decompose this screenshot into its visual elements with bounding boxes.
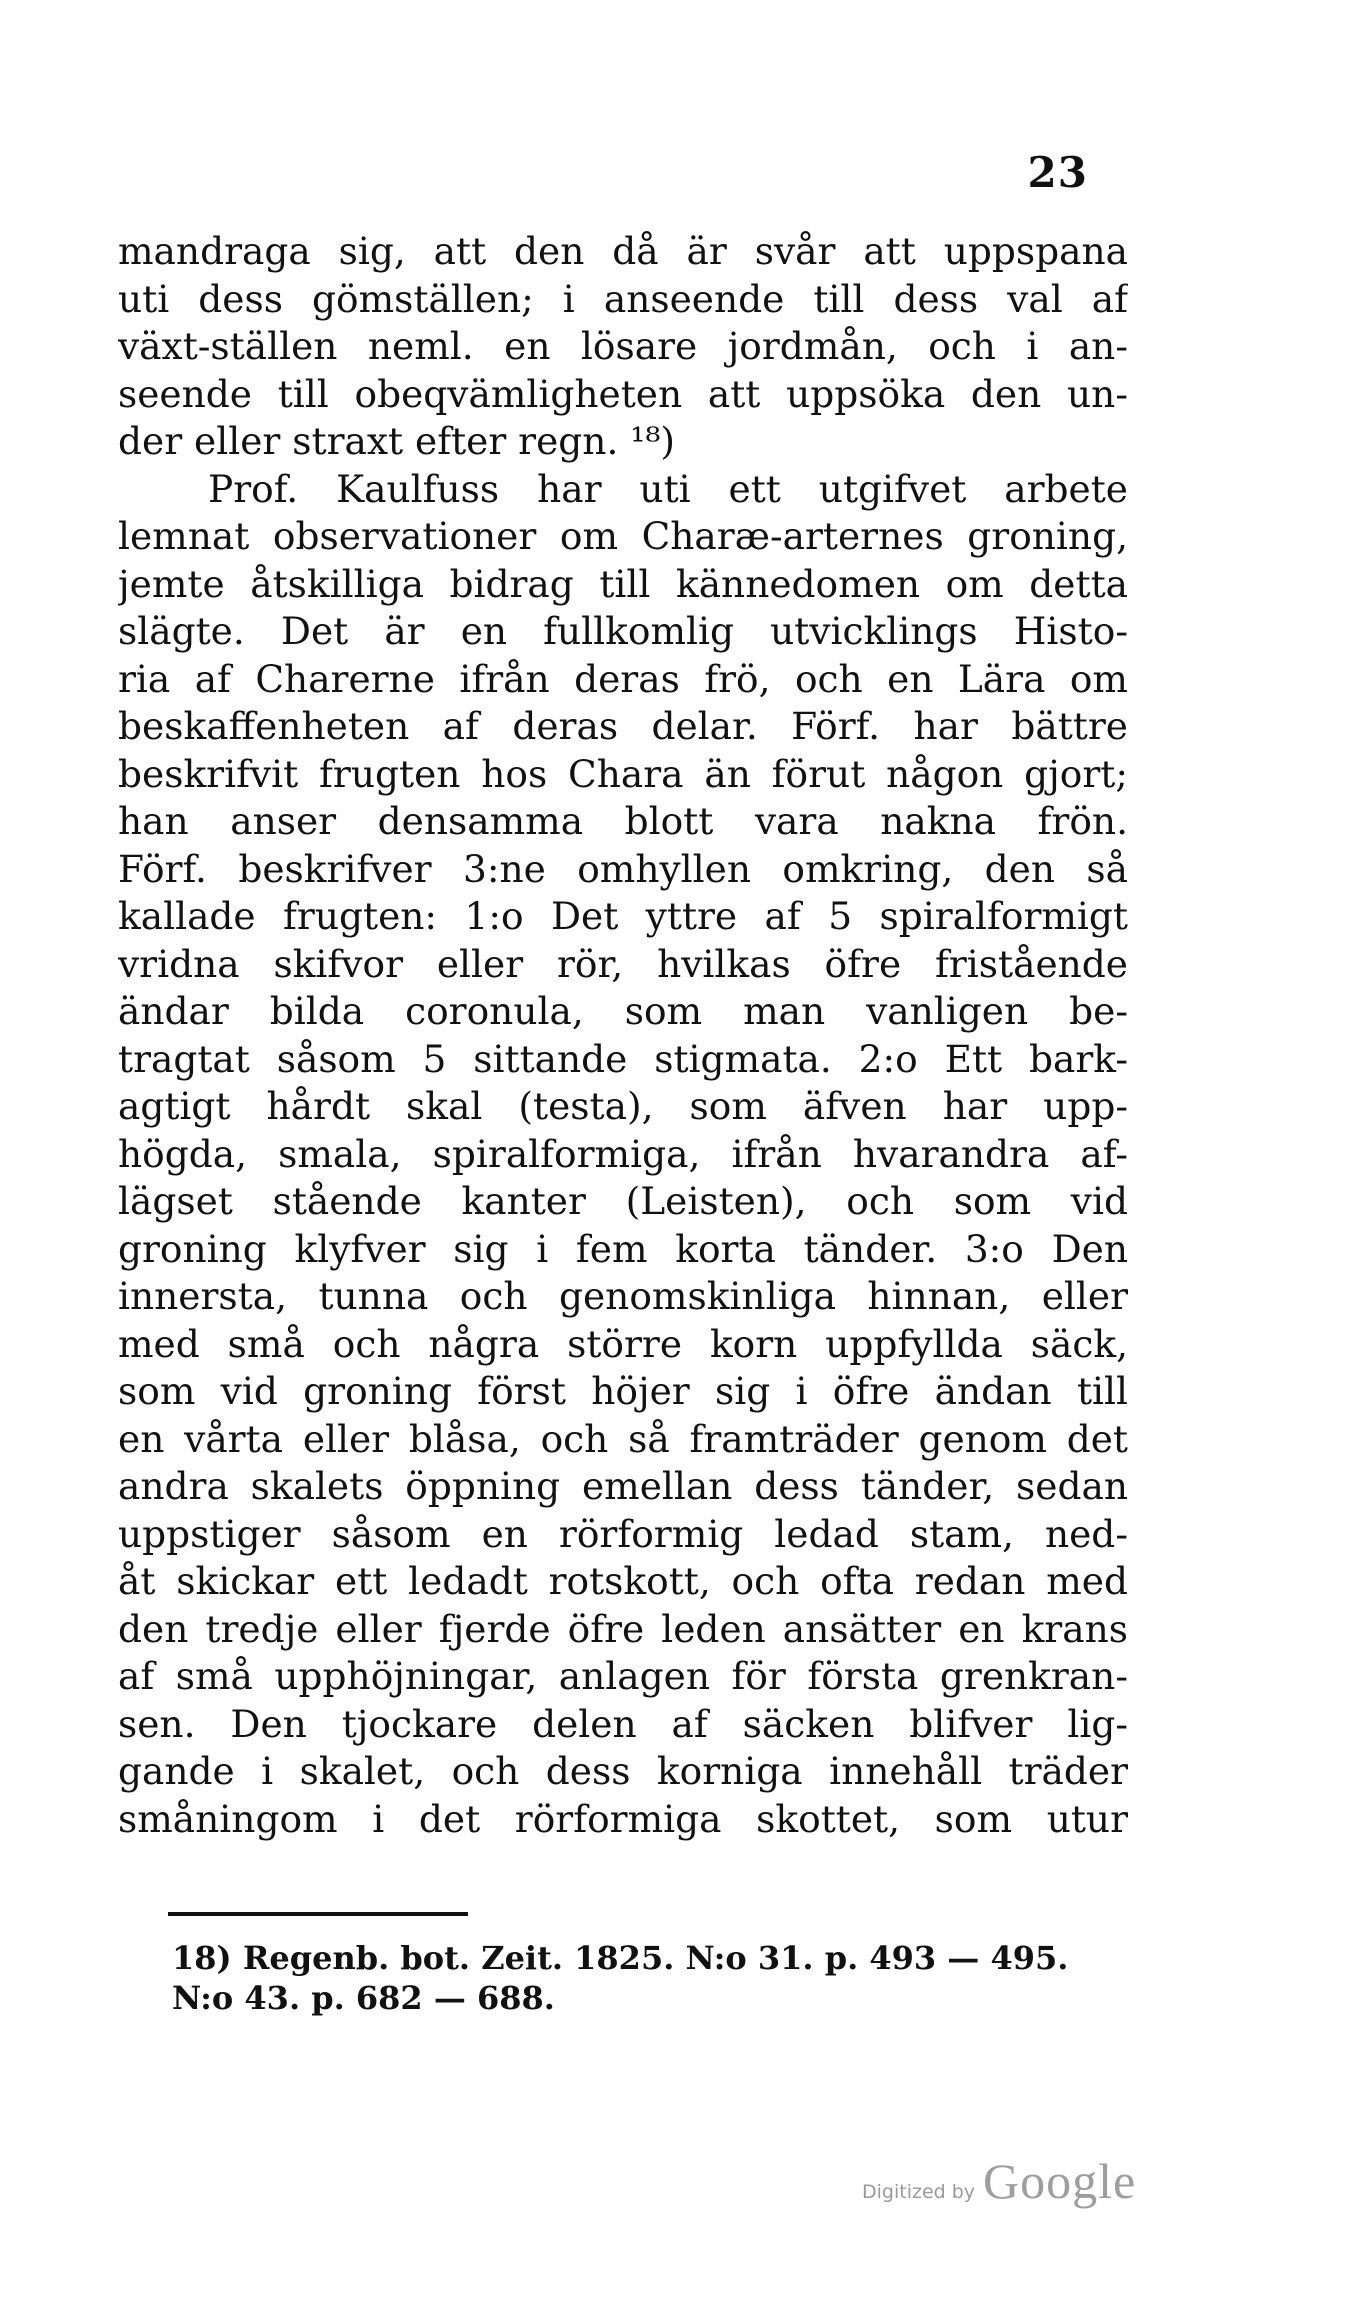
text-line: jemte åtskilliga bidrag till kännedomen om detta: [118, 561, 1128, 606]
text-line: beskrifvit frugten hos Chara än förut någon gjort;: [118, 751, 1128, 796]
footnote-line: 18) Regenb. bot. Zeit. 1825. N:o 31. p. 493 — 495.: [172, 1939, 1069, 1977]
text-line: innersta, tunna och genomskinliga hinnan, eller: [118, 1274, 1128, 1318]
text-line: växt-ställen neml. en lösare jordmån, och i an-: [118, 324, 1128, 368]
footnote-line: N:o 43. p. 682 — 688.: [172, 1979, 555, 2017]
text-line: tragtat såsom 5 sittande stigmata. 2:o Ett bark-: [118, 1036, 1128, 1081]
page-number: 23: [1027, 148, 1088, 197]
text-line: småningom i det rörformiga skottet, som utur: [118, 1796, 1128, 1841]
text-line: som vid groning först höjer sig i öfre ändan till: [118, 1369, 1128, 1413]
text-line: mandraga sig, att den då är svår att uppspana: [118, 229, 1128, 273]
text-line: lägset stående kanter (Leisten), och som vid: [118, 1179, 1128, 1223]
text-line: gande i skalet, och dess korniga innehåll träder: [118, 1749, 1128, 1793]
text-line: med små och några större korn uppfyllda säck,: [118, 1321, 1128, 1366]
text-line: der eller straxt efter regn. ¹⁸): [118, 419, 675, 463]
text-line: uti dess gömställen; i anseende till dess val af: [118, 276, 1128, 321]
footnote: [172, 1938, 1132, 2018]
text-line: agtigt hårdt skal (testa), som äfven har upp-: [118, 1084, 1128, 1128]
text-line: slägte. Det är en fullkomlig utvicklings Histo-: [118, 609, 1128, 653]
text-line: groning klyfver sig i fem korta tänder. 3:o Den: [118, 1226, 1128, 1271]
text-line: Förf. beskrifver 3:ne omhyllen omkring, den så: [118, 846, 1128, 891]
text-line: Prof. Kaulfuss har uti ett utgifvet arbete: [208, 466, 1128, 511]
text-line: han anser densamma blott vara nakna frön.: [118, 799, 1128, 843]
digitized-watermark: [862, 2152, 1136, 2210]
text-line: uppstiger såsom en rörformig ledad stam, ned-: [118, 1511, 1128, 1556]
text-line: kallade frugten: 1:o Det yttre af 5 spiralformigt: [118, 894, 1128, 938]
text-line: åt skickar ett ledadt rotskott, och ofta redan med: [118, 1559, 1128, 1603]
text-line: den tredje eller fjerde öfre leden ansätter en krans: [118, 1606, 1128, 1651]
text-line: beskaffenheten af deras delar. Förf. har bättre: [118, 704, 1128, 748]
text-line: seende till obeqvämligheten att uppsöka den un-: [118, 371, 1128, 416]
text-line: sen. Den tjockare delen af säcken blifver lig-: [118, 1701, 1128, 1746]
text-line: vridna skifvor eller rör, hvilkas öfre fristående: [118, 941, 1128, 986]
text-line: af små upphöjningar, anlagen för första grenkran-: [118, 1654, 1128, 1698]
footnote-divider: [168, 1912, 468, 1916]
text-line: lemnat observationer om Charæ-arternes groning,: [118, 514, 1128, 558]
google-logo: Google: [983, 2153, 1137, 2209]
watermark-prefix: Digitized by: [862, 2181, 976, 2203]
text-line: ändar bilda coronula, som man vanligen be-: [118, 989, 1128, 1033]
body-text: [118, 228, 1128, 1843]
text-line: andra skalets öppning emellan dess tänder, sedan: [118, 1464, 1128, 1508]
text-line: en vårta eller blåsa, och så framträder genom det: [118, 1416, 1128, 1461]
text-line: högda, smala, spiralformiga, ifrån hvarandra af-: [118, 1131, 1128, 1176]
text-line: ria af Charerne ifrån deras frö, och en Lära om: [118, 656, 1128, 701]
